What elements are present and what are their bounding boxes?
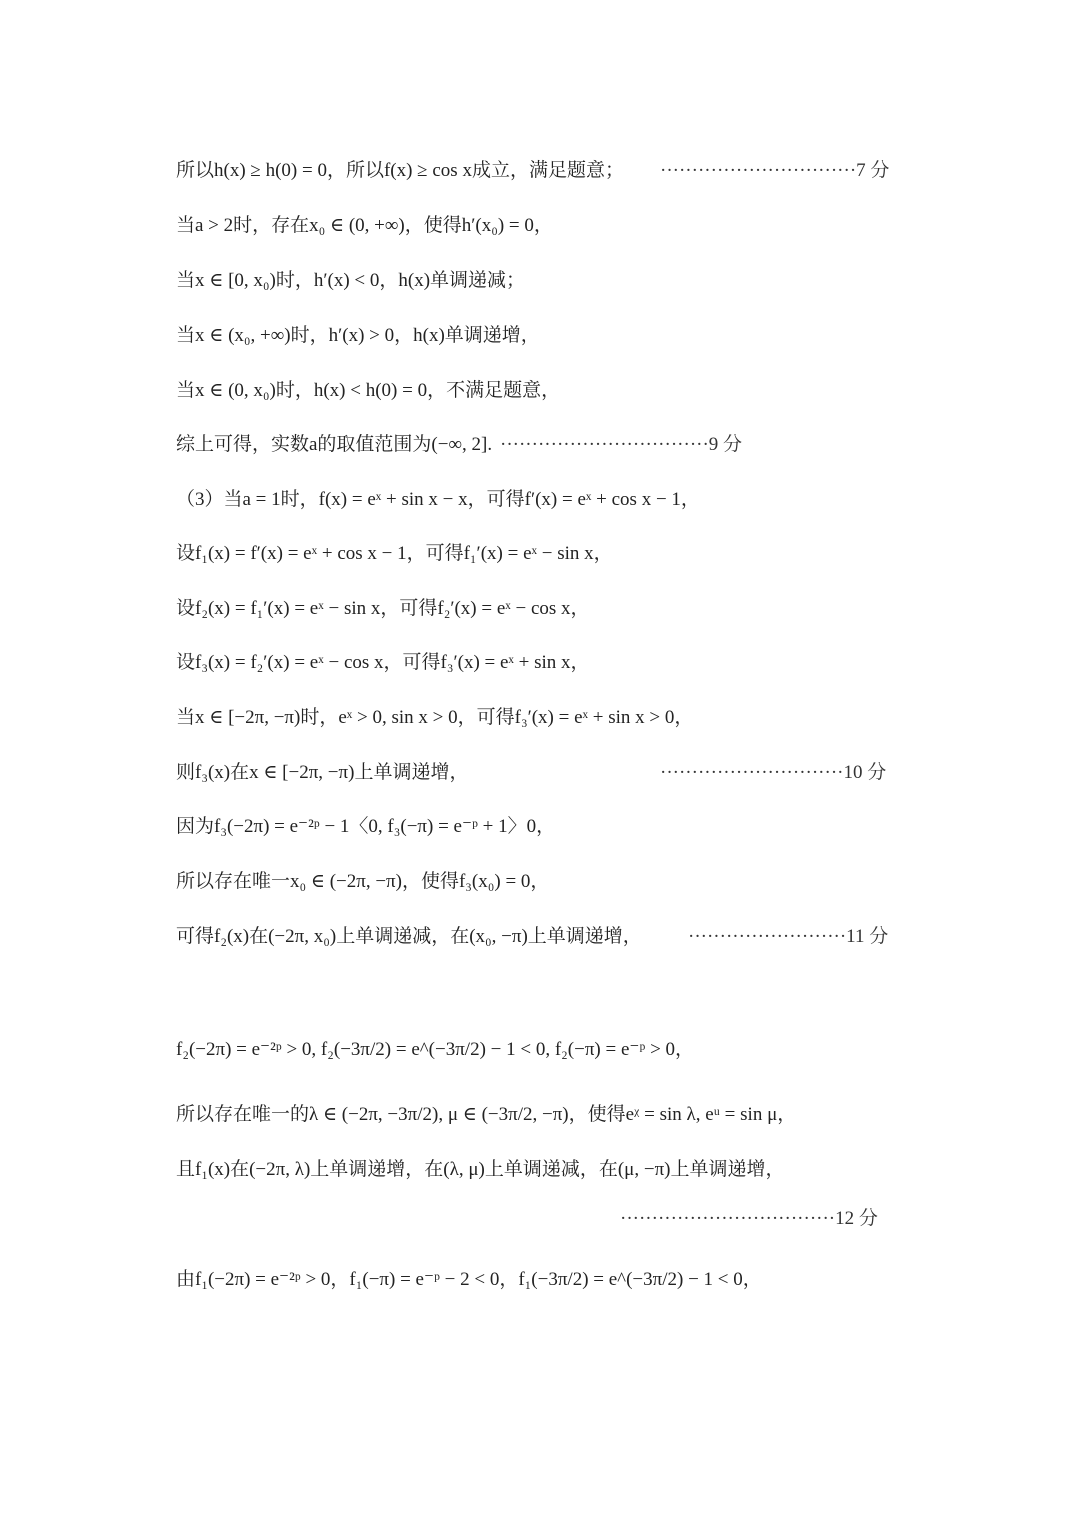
solution-line-8: 设f₁(x) = f′(x) = eˣ + cos x − 1，可得f₁′(x) = eˣ − sin x，	[176, 543, 613, 564]
solution-line-16: f₂(−2π) = e⁻²ᵖ > 0, f₂(−3π/2) = e^(−3π/2) − 1 < 0, f₂(−π) = e⁻ᵖ > 0，	[176, 1039, 695, 1060]
score-mark-7: ·······························7 分	[660, 160, 890, 181]
solution-line-13: 因为f₃(−2π) = e⁻²ᵖ − 1〈0, f₃(−π) = e⁻ᵖ + 1〉0，	[176, 816, 556, 837]
solution-line-1: 所以h(x) ≥ h(0) = 0，所以f(x) ≥ cos x成立，满足题意；	[176, 160, 624, 181]
solution-line-14: 所以存在唯一x₀ ∈ (−2π, −π)，使得f₃(x₀) = 0，	[176, 871, 550, 892]
solution-line-9: 设f₂(x) = f₁′(x) = eˣ − sin x，可得f₂′(x) = eˣ − cos x，	[176, 598, 590, 619]
solution-line-15: 可得f₂(x)在(−2π, x₀)上单调递减，在(x₀, −π)上单调递增，	[176, 926, 642, 947]
score-mark-9: ·································9 分	[500, 434, 743, 455]
solution-line-7: （3）当a = 1时，f(x) = eˣ + sin x − x，可得f′(x) = eˣ + cos x − 1，	[176, 489, 700, 510]
solution-line-11: 当x ∈ [−2π, −π)时，eˣ > 0, sin x > 0，可得f₃′(x) = eˣ + sin x > 0，	[176, 707, 694, 728]
solution-line-12: 则f₃(x)在x ∈ [−2π, −π)上单调递增，	[176, 762, 469, 783]
solution-line-5: 当x ∈ (0, x₀)时，h(x) < h(0) = 0，不满足题意，	[176, 380, 561, 401]
score-mark-12: ··································12 分	[620, 1208, 878, 1229]
score-mark-11: ·························11 分	[688, 926, 889, 947]
score-mark-10: ·····························10 分	[660, 762, 887, 783]
solution-line-4: 当x ∈ (x₀, +∞)时，h′(x) > 0，h(x)单调递增，	[176, 325, 540, 346]
solution-line-17: 所以存在唯一的λ ∈ (−2π, −3π/2), μ ∈ (−3π/2, −π)，使得eᵡ = sin λ, eᵘ = sin μ，	[176, 1104, 797, 1125]
solution-line-3: 当x ∈ [0, x₀)时，h′(x) < 0，h(x)单调递减；	[176, 270, 526, 291]
solution-line-19: 由f₁(−2π) = e⁻²ᵖ > 0，f₁(−π) = e⁻ᵖ − 2 < 0，f₁(−3π/2) = e^(−3π/2) − 1 < 0，	[176, 1269, 762, 1290]
solution-line-2: 当a > 2时，存在x₀ ∈ (0, +∞)，使得h′(x₀) = 0，	[176, 215, 553, 236]
solution-line-10: 设f₃(x) = f₂′(x) = eˣ − cos x，可得f₃′(x) = eˣ + sin x，	[176, 652, 590, 673]
solution-line-18: 且f₁(x)在(−2π, λ)上单调递增，在(λ, μ)上单调递减，在(μ, −π)上单调递增，	[176, 1159, 785, 1180]
solution-line-6: 综上可得，实数a的取值范围为(−∞, 2].	[176, 434, 493, 455]
